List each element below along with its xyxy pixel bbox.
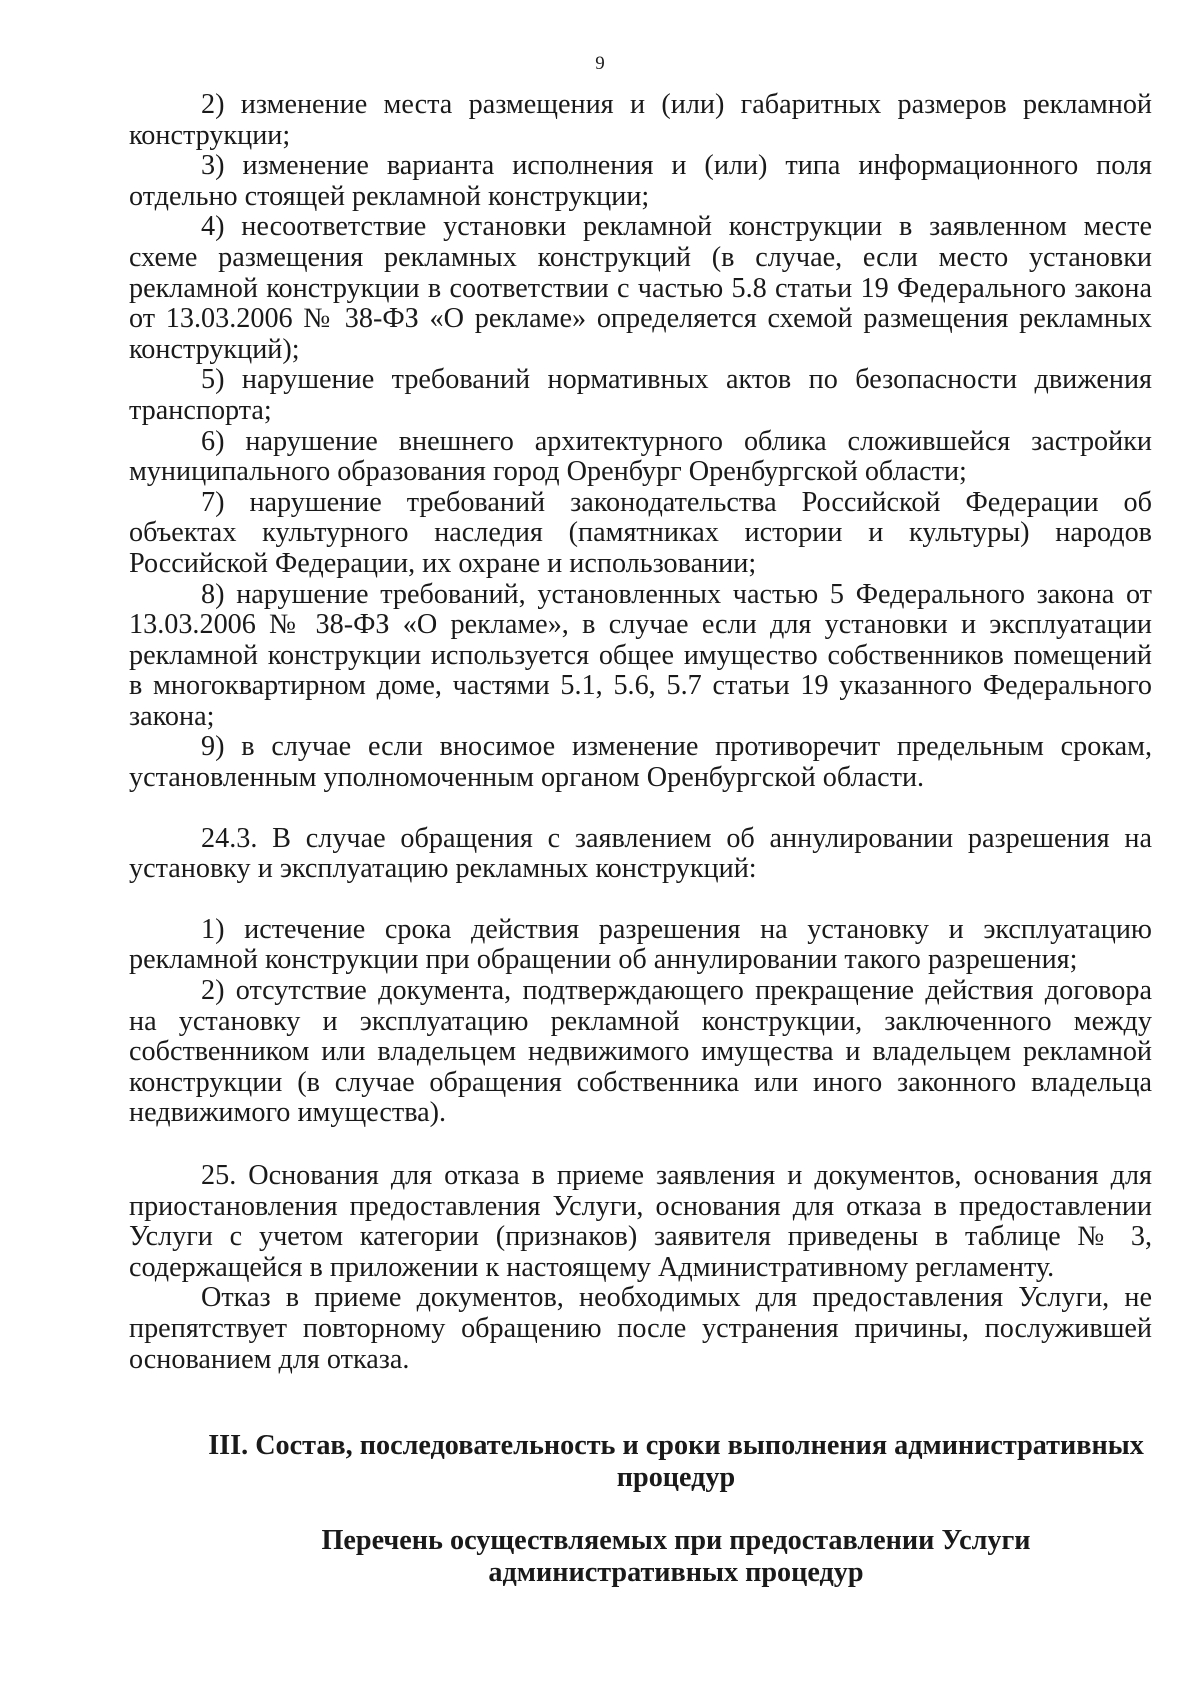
paragraph-item-2: 2) изменение места размещения и (или) габаритных размеров рекламной конструкции; [129, 89, 1152, 151]
paragraph-refusal-note: Отказ в приеме документов, необходимых для предоставления Услуги, не препятствует повторному обращению после устранения причины, послужившей основанием для отказа. [129, 1282, 1152, 1375]
paragraph-item-8: 8) нарушение требований, установленных частью 5 Федерального закона от 13.03.2006 № 38-ФЗ «О рекламе», в случае если для установки и эксплуатации рекламной конструкции используется общее имущество собственников помещений в многоквартирном доме, частями 5.1, 5.6, 5.7 статьи 19 указанного Федерального закона; [129, 578, 1152, 732]
paragraph-item-6: 6) нарушение внешнего архитектурного облика сложившейся застройки муниципального образования город Оренбург Оренбургской области; [129, 425, 1152, 488]
subsection-heading: Перечень осуществляемых при предоставлении Услуги административных процедур [321, 1525, 1031, 1588]
paragraph-item-9: 9) в случае если вносимое изменение противоречит предельным срокам, установленным уполномоченным органом Оренбургской области. [129, 731, 1152, 794]
paragraph-item-5: 5) нарушение требований нормативных актов по безопасности движения транспорта; [129, 364, 1152, 426]
paragraph-24-3-item-2: 2) отсутствие документа, подтверждающего прекращение действия договора на установку и эксплуатацию рекламной конструкции, заключенного между собственником или владельцем недвижимого имущества и владельцем рекламной конструкции (в случае обращения собственника или иного законного владельца недвижимого имущества). [129, 975, 1152, 1129]
paragraph-section-25: 25. Основания для отказа в приеме заявления и документов, основания для приостановления предоставления Услуги, основания для отказа в предоставлении Услуги с учетом категории (признаков) заявителя приведены в таблице № 3, содержащейся в приложении к настоящему Административному регламенту. [129, 1160, 1152, 1283]
paragraph-24-3-item-1: 1) истечение срока действия разрешения на установку и эксплуатацию рекламной конструкции при обращении об аннулировании такого разрешения; [129, 913, 1152, 976]
paragraph-item-4: 4) несоответствие установки рекламной конструкции в заявленном месте схеме размещения рекламных конструкций (в случае, если место установки рекламной конструкции в соответствии с частью 5.8 статьи 19 Федерального закона от 13.03.2006 № 38-ФЗ «О рекламе» определяется схемой размещения рекламных конструкций); [129, 211, 1152, 365]
section-heading: III. Состав, последовательность и сроки выполнения административных процедур [208, 1430, 1144, 1493]
page-number: 9 [595, 53, 605, 74]
paragraph-item-3: 3) изменение варианта исполнения и (или) типа информационного поля отдельно стоящей рекламной конструкции; [129, 150, 1152, 212]
paragraph-section-24-3: 24.3. В случае обращения с заявлением об аннулировании разрешения на установку и эксплуатацию рекламных конструкций: [129, 822, 1152, 885]
paragraph-item-7: 7) нарушение требований законодательства Российской Федерации об объектах культурного наследия (памятниках истории и культуры) народов Российской Федерации, их охране и использовании; [129, 486, 1152, 579]
document-body [129, 90, 1152, 1375]
